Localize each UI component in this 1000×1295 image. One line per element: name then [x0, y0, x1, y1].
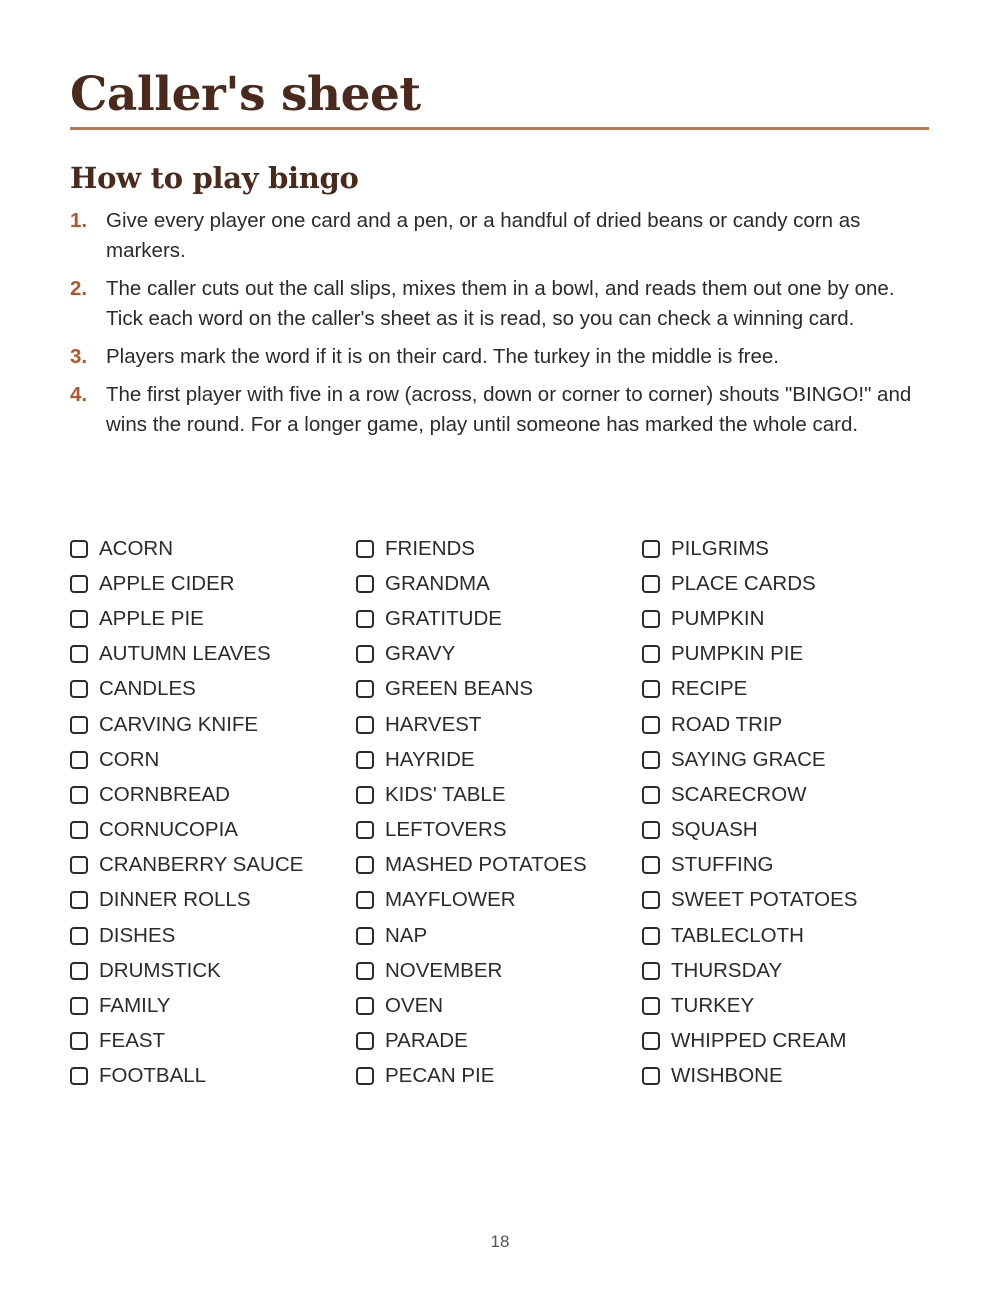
word-item	[642, 988, 922, 1023]
checkbox-icon[interactable]	[642, 856, 660, 874]
word-item	[642, 813, 922, 848]
word-item	[356, 566, 636, 601]
checkbox-icon[interactable]	[642, 645, 660, 663]
checkbox-icon[interactable]	[356, 891, 374, 909]
word-label: DISHES	[99, 923, 176, 947]
word-item	[356, 707, 636, 742]
checkbox-icon[interactable]	[356, 575, 374, 593]
word-column-2	[356, 531, 636, 1094]
word-label: GREEN BEANS	[385, 677, 534, 701]
word-item	[356, 1059, 636, 1094]
word-label: SAYING GRACE	[671, 747, 826, 771]
word-label: FEAST	[99, 1029, 166, 1053]
checkbox-icon[interactable]	[70, 716, 88, 734]
word-item	[70, 918, 350, 953]
word-label: FAMILY	[99, 994, 171, 1018]
word-item	[356, 742, 636, 777]
word-label: GRAVY	[385, 642, 456, 666]
word-item	[642, 883, 922, 918]
word-item	[70, 601, 350, 636]
word-label: FOOTBALL	[99, 1064, 207, 1088]
checkbox-icon[interactable]	[642, 540, 660, 558]
step-number: 2.	[70, 277, 88, 300]
word-label: PECAN PIE	[385, 1064, 495, 1088]
word-item	[642, 637, 922, 672]
checkbox-icon[interactable]	[356, 927, 374, 945]
word-label: WISHBONE	[671, 1064, 783, 1088]
word-item	[70, 742, 350, 777]
checkbox-icon[interactable]	[642, 891, 660, 909]
checkbox-icon[interactable]	[356, 962, 374, 980]
word-label: PARADE	[385, 1029, 468, 1053]
word-item	[356, 637, 636, 672]
word-label: DRUMSTICK	[99, 958, 221, 982]
page-number: 18	[490, 1232, 510, 1251]
word-label: CRANBERRY SAUCE	[99, 853, 304, 877]
checkbox-icon[interactable]	[642, 575, 660, 593]
checkbox-icon[interactable]	[642, 927, 660, 945]
checkbox-icon[interactable]	[70, 927, 88, 945]
checkbox-icon[interactable]	[70, 1032, 88, 1050]
word-item	[70, 566, 350, 601]
word-item	[642, 742, 922, 777]
word-label: NAP	[385, 923, 428, 947]
word-item	[642, 672, 922, 707]
word-label: PUMPKIN	[671, 606, 765, 630]
instruction-step	[70, 274, 932, 334]
word-item	[70, 1024, 350, 1059]
word-item	[356, 672, 636, 707]
checkbox-icon[interactable]	[70, 997, 88, 1015]
checkbox-icon[interactable]	[356, 680, 374, 698]
checkbox-icon[interactable]	[356, 751, 374, 769]
word-label: APPLE PIE	[99, 606, 204, 630]
word-label: ROAD TRIP	[671, 712, 783, 736]
checkbox-icon[interactable]	[356, 821, 374, 839]
word-label: TURKEY	[671, 994, 755, 1018]
word-label: CARVING KNIFE	[99, 712, 259, 736]
word-item	[356, 988, 636, 1023]
word-label: NOVEMBER	[385, 958, 503, 982]
word-label: TABLECLOTH	[671, 923, 804, 947]
checkbox-icon[interactable]	[356, 1032, 374, 1050]
word-label: RECIPE	[671, 677, 748, 701]
word-label: FRIENDS	[385, 536, 475, 560]
checkbox-icon[interactable]	[70, 575, 88, 593]
checkbox-icon[interactable]	[70, 856, 88, 874]
instruction-step	[70, 342, 932, 372]
word-label: PLACE CARDS	[671, 571, 816, 595]
word-item	[70, 531, 350, 566]
word-item	[70, 637, 350, 672]
word-item	[642, 777, 922, 812]
checkbox-icon[interactable]	[642, 1067, 660, 1085]
word-item	[642, 1024, 922, 1059]
word-column-3	[642, 531, 922, 1094]
word-label: OVEN	[385, 994, 444, 1018]
instruction-step	[70, 206, 932, 266]
word-item	[356, 1024, 636, 1059]
word-label: AUTUMN LEAVES	[99, 642, 271, 666]
checkbox-icon[interactable]	[642, 997, 660, 1015]
word-item	[70, 777, 350, 812]
step-text: The caller cuts out the call slips, mixes them in a bowl, and reads them out one by one. Tick each word on the caller's sheet as it is read, so you can check a winning card.	[106, 277, 895, 330]
checkbox-icon[interactable]	[70, 786, 88, 804]
checkbox-icon[interactable]	[356, 645, 374, 663]
checkbox-icon[interactable]	[356, 856, 374, 874]
word-label: LEFTOVERS	[385, 818, 507, 842]
checkbox-icon[interactable]	[356, 540, 374, 558]
word-item	[642, 707, 922, 742]
word-label: PILGRIMS	[671, 536, 769, 560]
word-label: HARVEST	[385, 712, 482, 736]
step-number: 3.	[70, 345, 88, 368]
word-item	[70, 1059, 350, 1094]
word-item	[642, 953, 922, 988]
word-label: APPLE CIDER	[99, 571, 235, 595]
word-item	[70, 848, 350, 883]
word-item	[642, 848, 922, 883]
checkbox-icon[interactable]	[642, 962, 660, 980]
checkbox-icon[interactable]	[356, 610, 374, 628]
title-divider	[70, 127, 929, 130]
checkbox-icon[interactable]	[642, 716, 660, 734]
page-title: Caller's sheet	[70, 67, 421, 122]
checkbox-icon[interactable]	[356, 997, 374, 1015]
word-label: CANDLES	[99, 677, 196, 701]
word-label: MASHED POTATOES	[385, 853, 587, 877]
word-label: CORNUCOPIA	[99, 818, 238, 842]
word-item	[642, 531, 922, 566]
word-label: MAYFLOWER	[385, 888, 516, 912]
checkbox-icon[interactable]	[70, 540, 88, 558]
word-item	[356, 918, 636, 953]
checkbox-icon[interactable]	[70, 891, 88, 909]
word-item	[356, 883, 636, 918]
word-item	[70, 813, 350, 848]
checkbox-icon[interactable]	[70, 751, 88, 769]
checkbox-icon[interactable]	[356, 1067, 374, 1085]
word-label: STUFFING	[671, 853, 774, 877]
word-item	[642, 1059, 922, 1094]
caller-word-checklist	[70, 531, 950, 1101]
step-text: Give every player one card and a pen, or a handful of dried beans or candy corn as markers.	[106, 209, 861, 262]
word-label: ACORN	[99, 536, 174, 560]
word-item	[70, 672, 350, 707]
word-label: PUMPKIN PIE	[671, 642, 804, 666]
word-item	[70, 883, 350, 918]
word-item	[642, 601, 922, 636]
word-item	[642, 918, 922, 953]
word-item	[70, 988, 350, 1023]
word-label: KIDS' TABLE	[385, 782, 506, 806]
word-label: SQUASH	[671, 818, 758, 842]
word-item	[70, 707, 350, 742]
word-item	[642, 566, 922, 601]
word-label: GRANDMA	[385, 571, 490, 595]
word-label: SCARECROW	[671, 782, 807, 806]
checkbox-icon[interactable]	[70, 962, 88, 980]
checkbox-icon[interactable]	[642, 610, 660, 628]
checkbox-icon[interactable]	[642, 821, 660, 839]
checkbox-icon[interactable]	[642, 680, 660, 698]
checkbox-icon[interactable]	[70, 680, 88, 698]
word-label: CORNBREAD	[99, 782, 230, 806]
step-number: 1.	[70, 209, 88, 232]
checkbox-icon[interactable]	[70, 645, 88, 663]
word-label: SWEET POTATOES	[671, 888, 858, 912]
step-text: Players mark the word if it is on their card. The turkey in the middle is free.	[106, 345, 779, 368]
word-label: DINNER ROLLS	[99, 888, 251, 912]
checkbox-icon[interactable]	[642, 786, 660, 804]
word-item	[356, 848, 636, 883]
word-item	[356, 777, 636, 812]
word-item	[356, 813, 636, 848]
checkbox-icon[interactable]	[356, 786, 374, 804]
step-number: 4.	[70, 383, 88, 406]
word-label: THURSDAY	[671, 958, 783, 982]
word-item	[356, 953, 636, 988]
section-heading-how-to-play: How to play bingo	[70, 161, 359, 195]
word-label: GRATITUDE	[385, 606, 502, 630]
word-item	[356, 531, 636, 566]
checkbox-icon[interactable]	[642, 751, 660, 769]
checkbox-icon[interactable]	[642, 1032, 660, 1050]
word-item	[356, 601, 636, 636]
word-item	[70, 953, 350, 988]
instructions-list	[70, 206, 932, 448]
checkbox-icon[interactable]	[70, 1067, 88, 1085]
checkbox-icon[interactable]	[70, 821, 88, 839]
word-label: HAYRIDE	[385, 747, 475, 771]
word-label: WHIPPED CREAM	[671, 1029, 847, 1053]
checkbox-icon[interactable]	[70, 610, 88, 628]
instruction-step	[70, 380, 932, 440]
word-label: CORN	[99, 747, 160, 771]
step-text: The first player with five in a row (across, down or corner to corner) shouts "BINGO!" and wins the round. For a longer game, play until someone has marked the whole card.	[106, 383, 912, 436]
word-column-1	[70, 531, 350, 1094]
checkbox-icon[interactable]	[356, 716, 374, 734]
